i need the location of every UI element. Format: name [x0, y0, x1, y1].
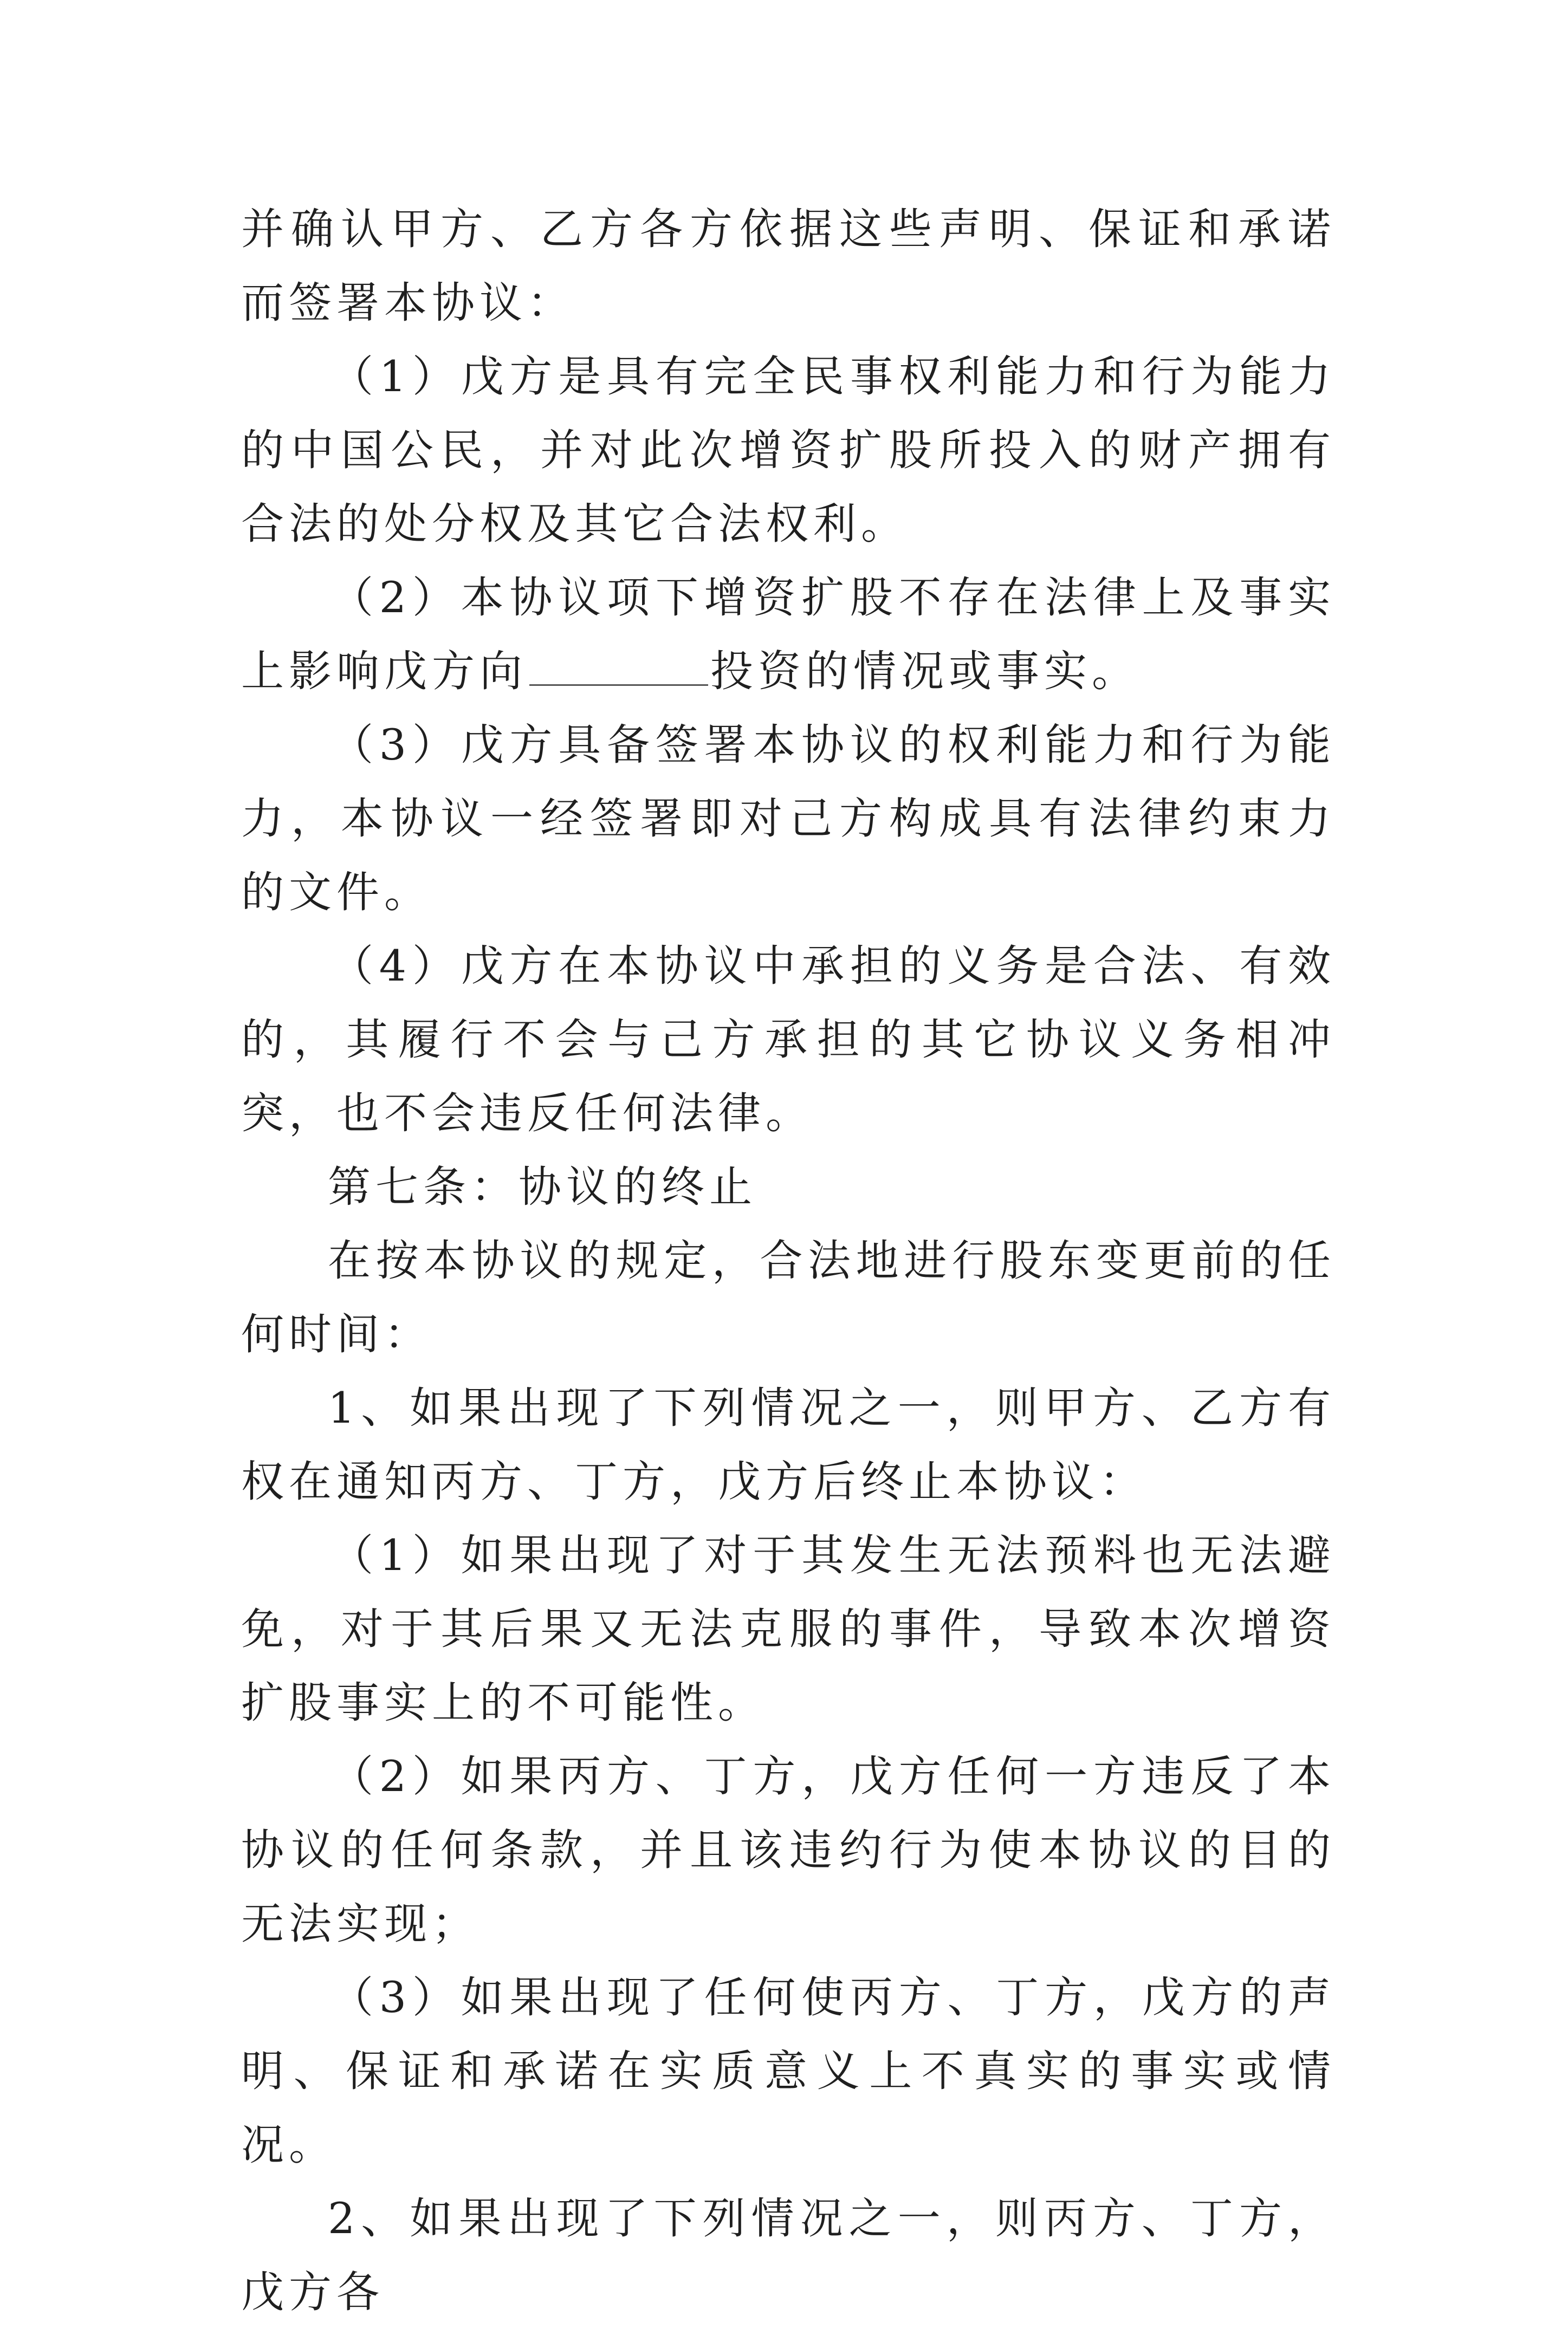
- paragraph-wu-statement-3: （3）戊方具备签署本协议的权利能力和行为能力，本协议一经签署即对己方构成具有法律约束力的文件。: [241, 720, 1336, 917]
- article-7-heading: 第七条：协议的终止: [328, 1162, 757, 1212]
- paragraph-termination-intro: 在按本协议的规定，合法地进行股东变更前的任何时间：: [241, 1236, 1336, 1359]
- paragraph-wu-statement-2-before: （2）本协议项下增资扩股不存在法律上及事实上影响戊方向: [241, 573, 1336, 696]
- paragraph-termination-clause-2: 2、如果出现了下列情况之一，则丙方、丁方，戊方各: [241, 2194, 1336, 2317]
- paragraph-wu-statement-2: [241, 561, 1336, 708]
- paragraph-termination-item-1: （1）如果出现了对于其发生无法预料也无法避免，对于其后果又无法克服的事件，导致本次增资扩股事实上的不可能性。: [241, 1530, 1336, 1728]
- paragraph-termination-item-2: （2）如果丙方、丁方，戊方任何一方违反了本协议的任何条款，并且该违约行为使本协议的目的无法实现；: [241, 1751, 1336, 1949]
- paragraph-wu-statement-4: （4）戊方在本协议中承担的义务是合法、有效的，其履行不会与己方承担的其它协议义务相冲突，也不会违反任何法律。: [241, 941, 1336, 1138]
- paragraph-termination-item-3: （3）如果出现了任何使丙方、丁方，戊方的声明、保证和承诺在实质意义上不真实的事实或情况。: [241, 1973, 1336, 2170]
- paragraph-termination-clause-1: 1、如果出现了下列情况之一，则甲方、乙方有权在通知丙方、丁方，戊方后终止本协议：: [241, 1383, 1336, 1507]
- document-body: [241, 192, 1336, 2329]
- fill-in-blank: [529, 646, 708, 686]
- paragraph-wu-statement-1: （1）戊方是具有完全民事权利能力和行为能力的中国公民，并对此次增资扩股所投入的财产拥有合法的处分权及其它合法权利。: [241, 352, 1336, 549]
- paragraph-wu-statement-2-after: 投资的情况或事实。: [710, 646, 1139, 696]
- paragraph-confirmation: 并确认甲方、乙方各方依据这些声明、保证和承诺而签署本协议：: [241, 204, 1336, 328]
